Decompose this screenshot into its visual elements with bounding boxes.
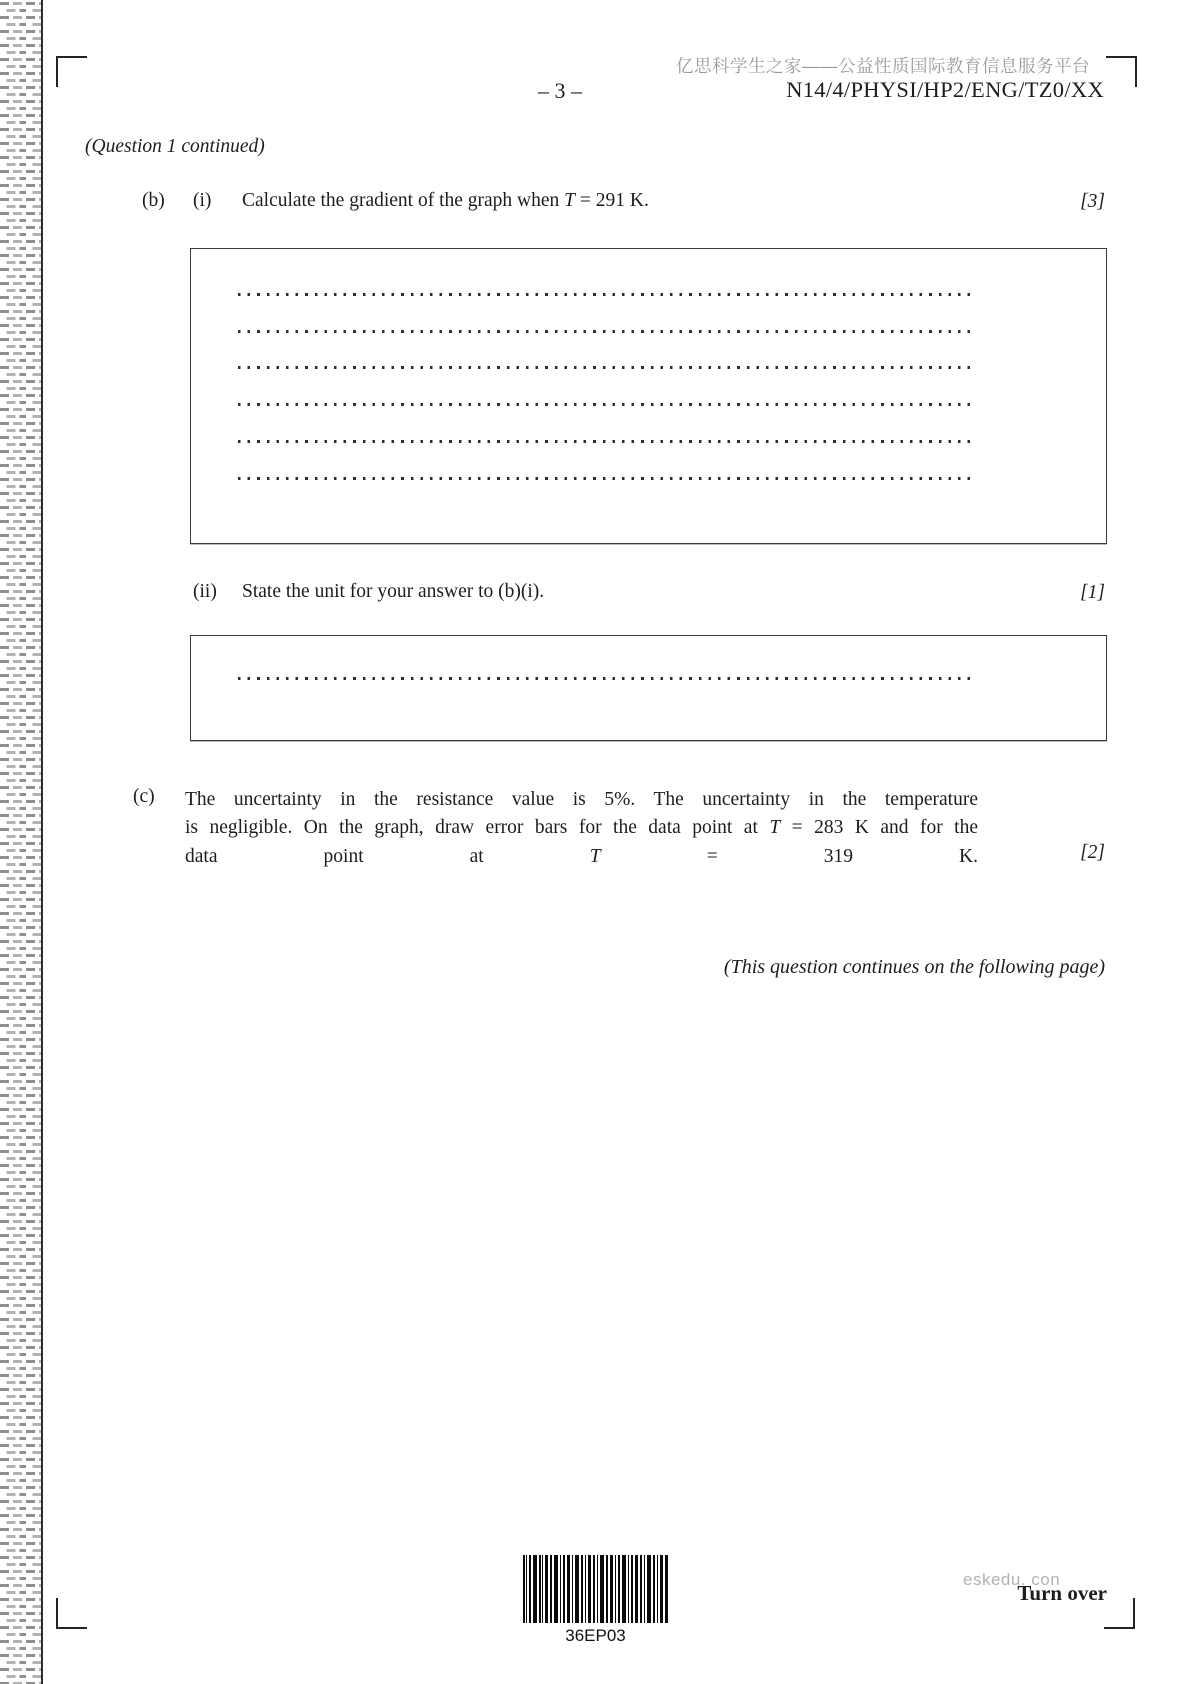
marks-b-i: [3]: [1080, 191, 1105, 212]
part-c-line1: The uncertainty in the resistance value is 5%. The uncertainty in the temperature: [185, 789, 978, 810]
marks-b-ii: [1]: [1080, 582, 1105, 603]
answer-dotted-line: [238, 366, 973, 369]
corner-mark-top-left: [56, 56, 87, 87]
variable-T: T: [769, 817, 781, 839]
part-b-ii-label: (ii): [193, 581, 217, 602]
marks-c: [2]: [1080, 842, 1105, 863]
variable-T: T: [564, 190, 576, 211]
answer-dotted-line: [238, 477, 973, 480]
corner-mark-bottom-left: [56, 1598, 87, 1629]
part-c-line2: is negligible. On the graph, draw error bars for the data point at T = 283 K and for the: [185, 817, 978, 839]
answer-box-b-i: [190, 248, 1107, 544]
answer-dotted-line: [238, 330, 973, 333]
page-number: – 3 –: [538, 78, 582, 103]
barcode: [523, 1555, 668, 1623]
answer-dotted-line: [238, 677, 973, 680]
answer-dotted-line: [238, 403, 973, 406]
barcode-label: 36EP03: [565, 1626, 626, 1645]
answer-box-b-ii: [190, 635, 1107, 741]
answer-dotted-line: [238, 440, 973, 443]
turn-over-label: Turn over: [1017, 1581, 1107, 1605]
corner-mark-top-right: [1106, 56, 1137, 87]
exam-paper-code: N14/4/PHYSI/HP2/ENG/TZ0/XX: [786, 77, 1104, 102]
platform-watermark-note: 亿思科学生之家——公益性质国际教育信息服务平台: [676, 56, 1090, 76]
answer-dotted-line: [238, 293, 973, 296]
site-watermark: eskedu. con: [963, 1570, 1061, 1589]
variable-T: T: [589, 845, 601, 867]
part-b-i-label: (i): [193, 190, 212, 211]
part-b-ii-question: State the unit for your answer to (b)(i).: [242, 581, 545, 602]
part-b-i-question: Calculate the gradient of the graph when T = 291 K.: [242, 190, 649, 211]
part-b-label: (b): [142, 190, 165, 211]
part-c-label: (c): [133, 786, 155, 807]
question-continues-note: (This question continues on the following page): [723, 956, 1105, 978]
part-c-line3: data point at T = 319 K.: [185, 845, 978, 867]
corner-mark-bottom-right: [1104, 1598, 1135, 1629]
scan-texture-strip: [0, 0, 43, 1684]
part-c-question: [185, 786, 978, 871]
question-continued-note: (Question 1 continued): [85, 136, 265, 157]
